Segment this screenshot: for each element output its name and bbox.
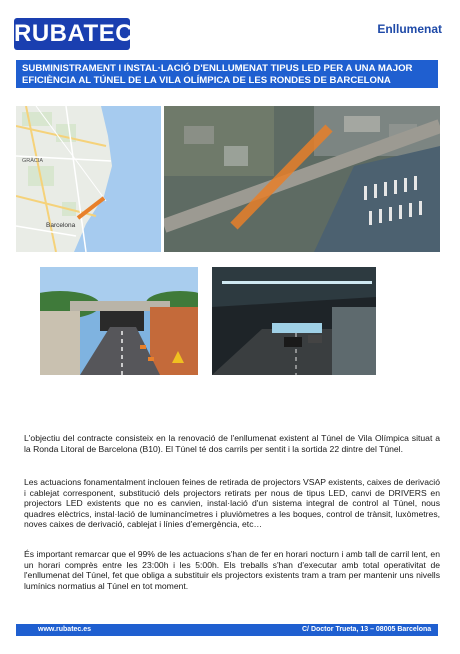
footer-website-link[interactable]: www.rubatec.es [38,626,92,633]
section-label: Enllumenat [377,22,442,36]
location-map-image [16,106,161,252]
paragraph-schedule: És important remarcar que el 99% de les actuacions s'han de fer en horari nocturn i amb tall de carril lent, en un horari comprès entre les 23:00h i les 5:00h. Els treballs s'han d'executar amb total operativitat de l'enllumenat del Túnel, fet que obliga a substituir els projectors existents tram a tram per mantenir uns nivells lumínics normatius al Túnel en tot moment. [24,549,440,591]
rubatec-logo: RUBATEC [14,18,130,50]
paragraph-actions: Les actuacions fonamentalment inclouen feines de retirada de projectors VSAP existents, caixes de derivació i cablejat corresponent, substitució dels projectors retirats per nous de tipus LED, canvi de DRIVERS en projectors LED existents que no es canvien, instal·lació d'un sistema integral de control al Túnel, nous quadres elèctrics, instal·lació de luminancímetres i pluviòmetres a les boques, control de trànsit, luxòmetres, noves caixes de derivació, cablejat i línies d'emergència, etc… [24,477,440,530]
footer-address: C/ Doctor Trueta, 13 – 08005 Barcelona [302,626,432,633]
footer-bar [16,624,438,636]
map-label-gracia: GRÀCIA [22,158,44,164]
map-label-barcelona: Barcelona [46,222,76,229]
tunnel-interior-image [212,267,376,375]
tunnel-entrance-image [40,267,198,375]
aerial-view-image [164,106,440,252]
project-title: SUBMINISTRAMENT I INSTAL·LACIÓ D'ENLLUMENAT TIPUS LED PER A UNA MAJOR EFICIÈNCIA AL TÚNEL DE LA VILA OLÍMPICA DE LES RONDES DE BARCELONA [16,60,438,88]
paragraph-objective: L'objectiu del contracte consisteix en la renovació de l'enllumenat existent al Túnel de Vila Olímpica situat a la Ronda Litoral de Barcelona (B10). El Túnel té dos carrils per sentit i la sortida 22 dintre del Túnel. [24,433,440,454]
